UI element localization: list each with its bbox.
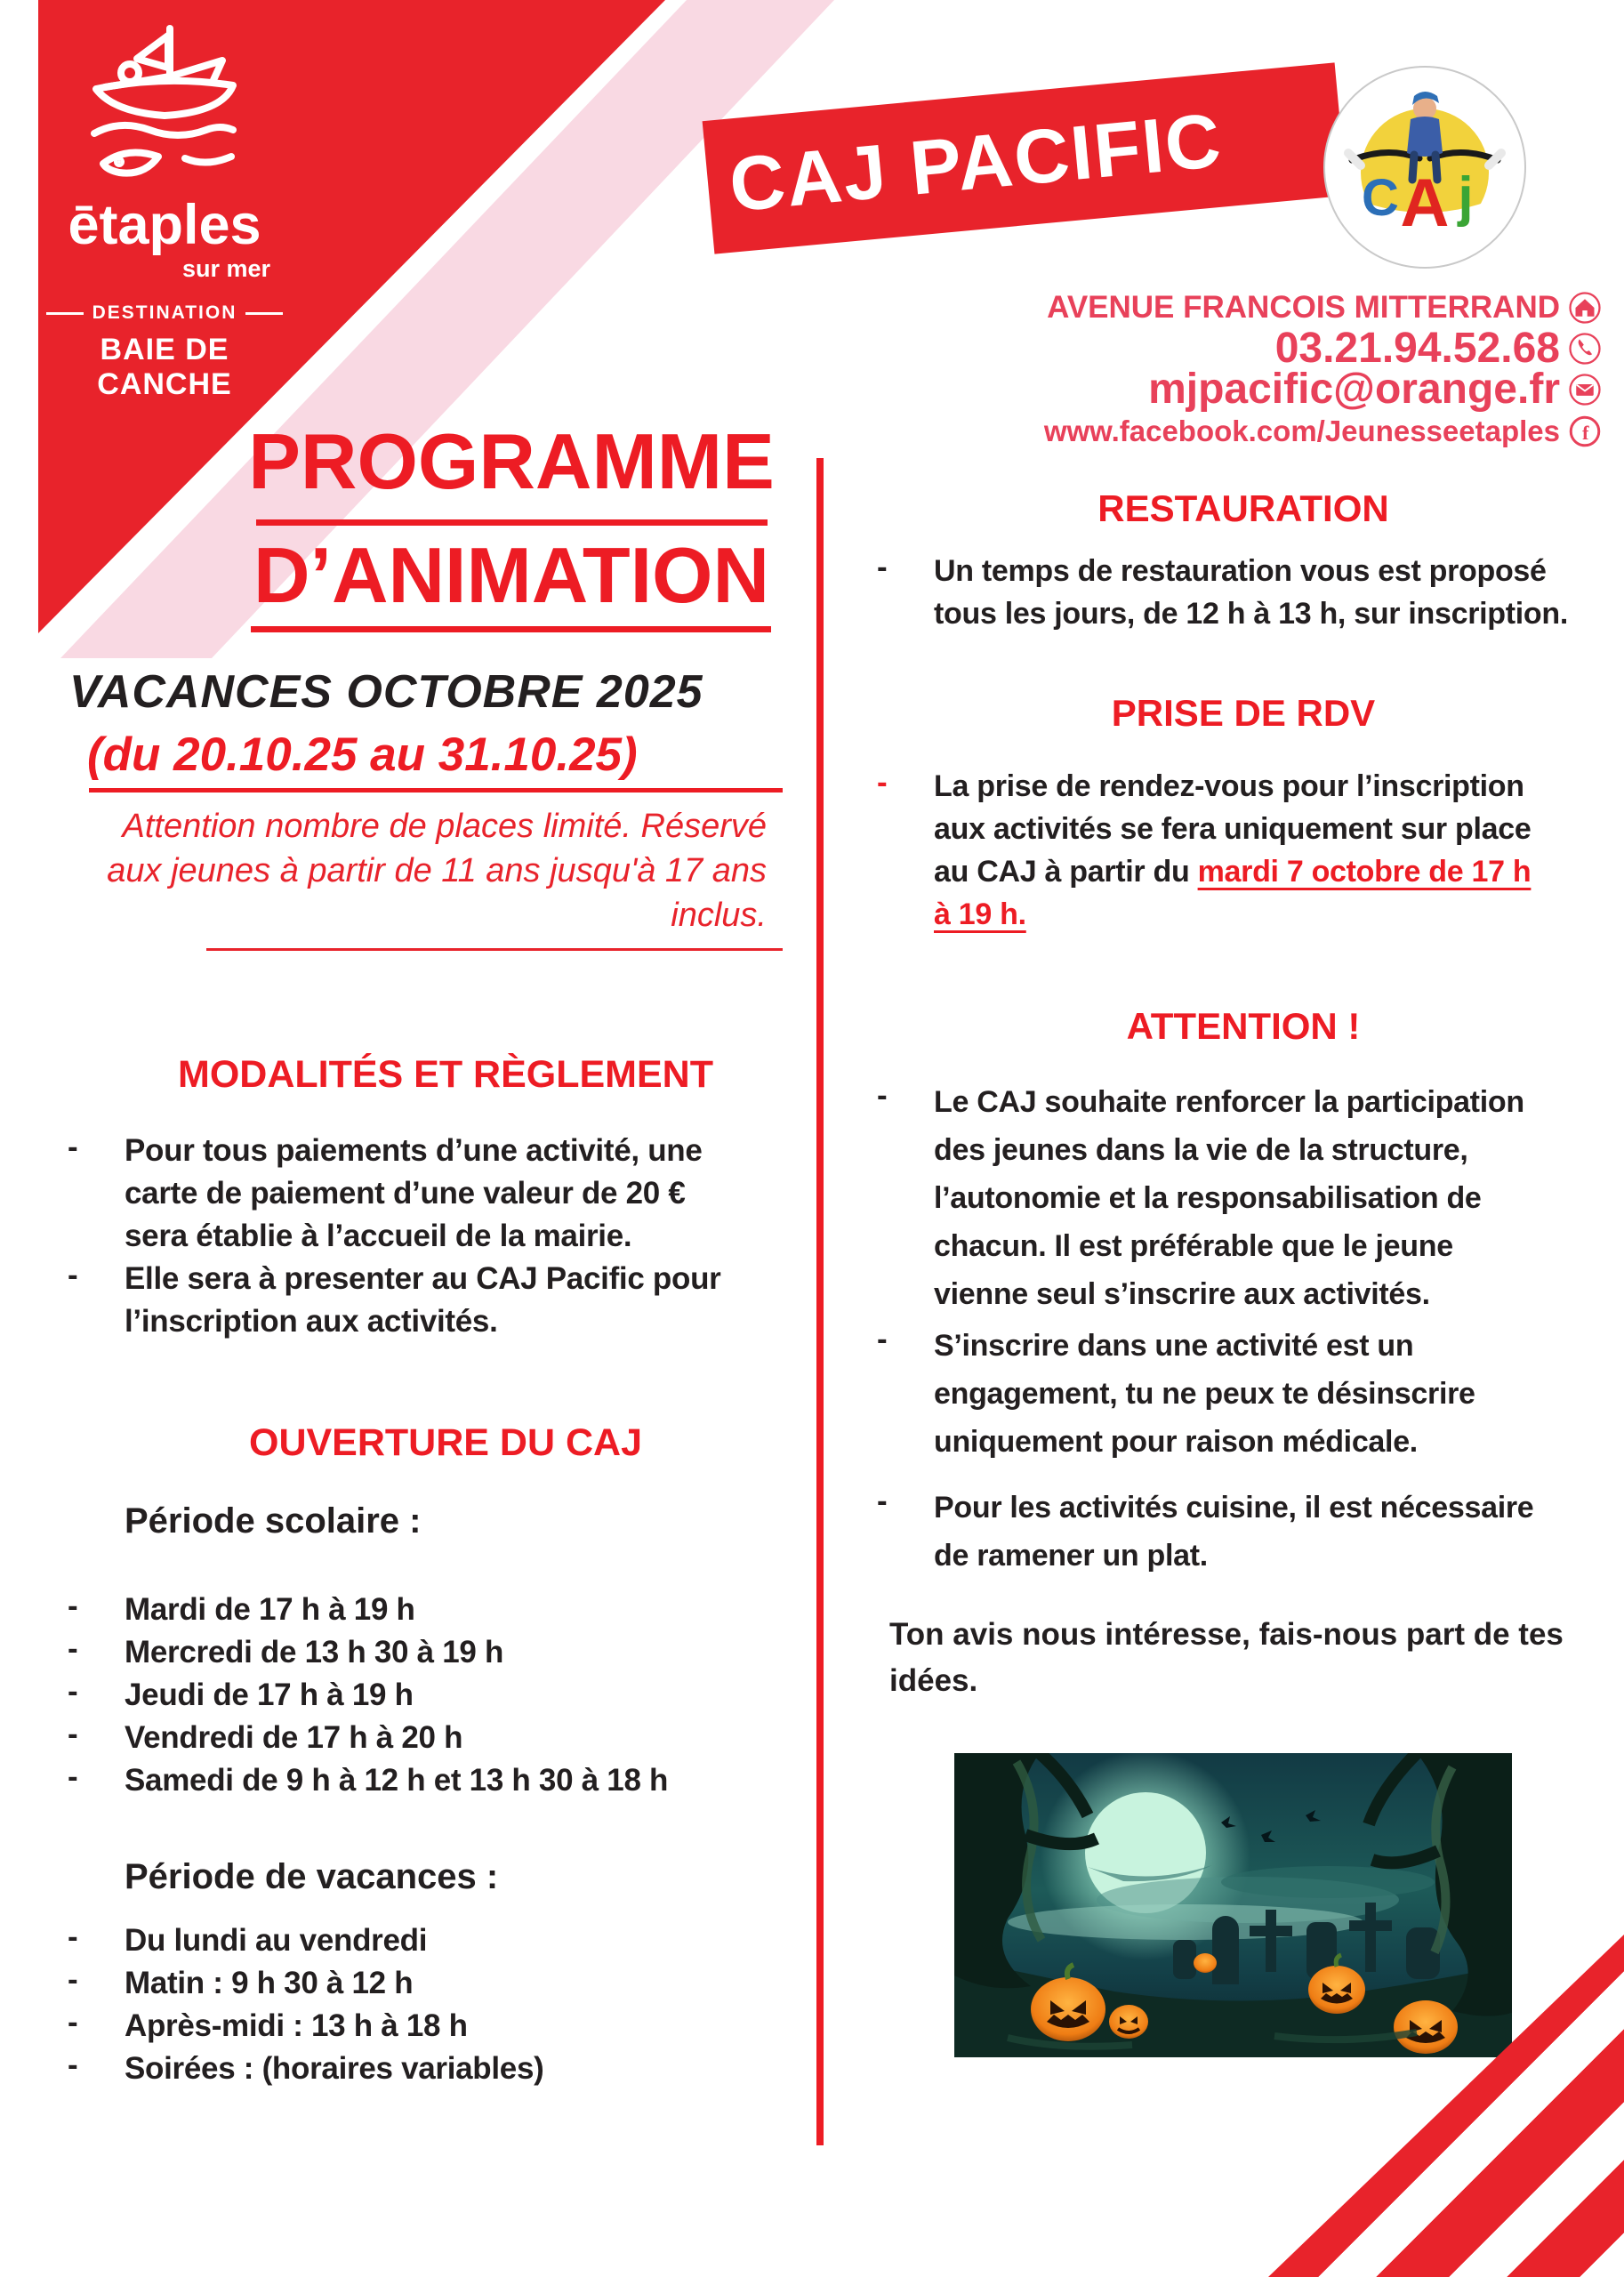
schedule-line: Matin : 9 h 30 à 12 h: [125, 1966, 414, 2000]
restauration-bullet: [934, 550, 1569, 635]
feedback-note: [889, 1612, 1574, 1704]
bullet-dash: -: [877, 550, 888, 584]
bullet-line: La prise de rendez-vous pour l’inscription: [934, 769, 1524, 803]
schedule-scolaire-item: [125, 1631, 774, 1674]
page-title-line2: D’ANIMATION: [253, 531, 770, 619]
phone-icon: [1569, 333, 1601, 365]
bullet-line: uniquement pour raison médicale.: [934, 1425, 1418, 1459]
bullet-line: l’inscription aux activités.: [125, 1304, 498, 1339]
bullet-line: sera établie à l’accueil de la mairie.: [125, 1219, 632, 1253]
section-heading-restauration: RESTAURATION: [1097, 487, 1389, 529]
caj-pacific-banner: [703, 62, 1347, 253]
bullet-dash: -: [68, 1130, 78, 1164]
bullet-dash: -: [68, 1962, 78, 1997]
etaples-wordmark: ētaples: [68, 194, 261, 256]
bullet-dash: -: [877, 1078, 888, 1113]
schedule-vacances-item: [125, 1919, 774, 1962]
note-underline: [206, 948, 783, 951]
bullet-dash-red: -: [877, 765, 888, 800]
contact-facebook-row: [1044, 414, 1601, 448]
destination-label: DESTINATION: [92, 302, 237, 323]
vacances-subtitle: VACANCES OCTOBRE 2025: [69, 666, 703, 718]
bullet-line: Elle sera à presenter au CAJ Pacific pour: [125, 1261, 721, 1296]
bullet-line: carte de paiement d’une valeur de 20 €: [125, 1176, 686, 1211]
caj-round-logo: [1323, 66, 1526, 269]
svg-text:f: f: [1582, 422, 1589, 444]
schedule-line: Jeudi de 17 h à 19 h: [125, 1678, 414, 1712]
schedule-line: Vendredi de 17 h à 20 h: [125, 1720, 463, 1755]
envelope-icon: [1569, 374, 1601, 406]
modalites-bullet-1: [125, 1130, 774, 1258]
attention-bullet-2: [934, 1322, 1565, 1466]
bullet-line: Le CAJ souhaite renforcer la participation: [934, 1085, 1524, 1119]
rdv-bullet: [934, 765, 1565, 936]
bullet-dash: -: [68, 1919, 78, 1954]
schedule-vacances-item: [125, 2048, 774, 2090]
rule-right: [245, 312, 283, 315]
etaples-sur-mer: sur mer: [181, 255, 270, 282]
bullet-dash: -: [68, 1759, 78, 1794]
bullet-dash: -: [68, 2005, 78, 2040]
destination-row: [46, 302, 283, 324]
attention-bullet-1: [934, 1078, 1565, 1318]
facebook-icon: [1569, 415, 1601, 447]
bullet-line: Pour tous paiements d’une activité, une: [125, 1133, 703, 1168]
rdv-date-highlight: à 19 h.: [934, 897, 1026, 931]
bullet-dash: -: [68, 1631, 78, 1666]
bullet-line: aux activités se fera uniquement sur place: [934, 812, 1532, 846]
bullet-line: S’inscrire dans une activité est un: [934, 1329, 1414, 1363]
note-line: Attention nombre de places limité. Réservé: [122, 808, 767, 845]
house-icon: [1569, 292, 1601, 324]
svg-text:A: A: [1400, 165, 1450, 241]
bullet-line: des jeunes dans la vie de la structure,: [934, 1133, 1468, 1167]
bullet-dash: -: [877, 1484, 888, 1518]
schedule-line: Mercredi de 13 h 30 à 19 h: [125, 1635, 504, 1670]
dates-range: (du 20.10.25 au 31.10.25): [87, 728, 638, 781]
bullet-dash: -: [68, 1717, 78, 1751]
schedule-scolaire-item: [125, 1759, 774, 1802]
schedule-line: Samedi de 9 h à 12 h et 13 h 30 à 18 h: [125, 1763, 669, 1798]
etaples-logo: [46, 23, 283, 402]
halloween-graveyard-image: [954, 1753, 1512, 2057]
bullet-line: engagement, tu ne peux te désinscrire: [934, 1377, 1475, 1411]
periode-scolaire-label: Période scolaire :: [125, 1501, 422, 1541]
caj-logo-art: [1325, 68, 1524, 267]
bullet-dash: -: [68, 2048, 78, 2082]
bullet-line: [934, 893, 1565, 936]
schedule-line: Du lundi au vendredi: [125, 1923, 428, 1958]
rule-left: [46, 312, 84, 315]
bullet-dash: -: [68, 1258, 78, 1292]
schedule-line: Soirées : (horaires variables): [125, 2051, 544, 2086]
feedback-line: idées.: [889, 1663, 978, 1698]
bullet-line: [934, 850, 1565, 893]
schedule-vacances-item: [125, 2005, 774, 2048]
title-underline-2: [251, 626, 771, 632]
schedule-scolaire-item: [125, 1589, 774, 1631]
section-heading-modalites: MODALITÉS ET RÈGLEMENT: [178, 1053, 713, 1096]
schedule-line: Après-midi : 13 h à 18 h: [125, 2008, 468, 2043]
bullet-line: Pour les activités cuisine, il est nécessaire: [934, 1491, 1534, 1525]
email-text: mjpacific@orange.fr: [1148, 366, 1560, 413]
caj-pacific-title: CAJ PACIFIC: [726, 97, 1226, 229]
note-line: aux jeunes à partir de 11 ans jusqu'à 17 ans: [107, 852, 767, 889]
bullet-line: de ramener un plat.: [934, 1539, 1208, 1573]
attention-bullet-3: [934, 1484, 1565, 1580]
facebook-url-text: www.facebook.com/Jeunesseetaples: [1043, 414, 1560, 447]
schedule-line: Mardi de 17 h à 19 h: [125, 1592, 415, 1627]
address-text: AVENUE FRANCOIS MITTERRAND: [1047, 290, 1560, 325]
rdv-date-highlight: mardi 7 octobre de 17 h: [1197, 855, 1532, 889]
baie-de-canche-label: BAIE DE CANCHE: [97, 333, 232, 401]
dates-underline: [89, 788, 783, 793]
places-limit-note: [55, 804, 767, 937]
bullet-dash: -: [877, 1322, 888, 1356]
svg-text:j: j: [1458, 166, 1474, 228]
periode-vacances-label: Période de vacances :: [125, 1857, 499, 1896]
title-underline-1: [256, 519, 768, 526]
bullet-line: chacun. Il est préférable que le jeune: [934, 1229, 1453, 1263]
bullet-line: l’autonomie et la responsabilisation de: [934, 1181, 1482, 1215]
schedule-scolaire-item: [125, 1674, 774, 1717]
column-divider: [816, 458, 824, 2145]
schedule-vacances-item: [125, 1962, 774, 2005]
schedule-scolaire-item: [125, 1717, 774, 1759]
bullet-line: vienne seul s’inscrire aux activités.: [934, 1277, 1430, 1311]
bullet-line: Un temps de restauration vous est proposé: [934, 554, 1547, 588]
svg-text:C: C: [1362, 169, 1399, 227]
contact-address-row: [1047, 290, 1601, 326]
bullet-dash: -: [68, 1589, 78, 1623]
phone-text: 03.21.94.52.68: [1274, 325, 1560, 372]
note-line: inclus.: [671, 897, 767, 934]
bullet-line: tous les jours, de 12 h à 13 h, sur inscription.: [934, 597, 1569, 631]
section-heading-ouverture: OUVERTURE DU CAJ: [249, 1421, 642, 1464]
modalites-bullet-2: [125, 1258, 774, 1343]
boat-icon: [80, 23, 249, 197]
contact-email-row: [1148, 365, 1601, 414]
section-heading-rdv: PRISE DE RDV: [1111, 692, 1376, 734]
page-title-line1: PROGRAMME: [248, 417, 775, 505]
section-heading-attention: ATTENTION !: [1126, 1005, 1361, 1047]
rdv-normal-part: au CAJ à partir du: [934, 855, 1198, 889]
feedback-line: Ton avis nous intéresse, fais-nous part de tes: [889, 1617, 1564, 1652]
bullet-dash: -: [68, 1674, 78, 1709]
